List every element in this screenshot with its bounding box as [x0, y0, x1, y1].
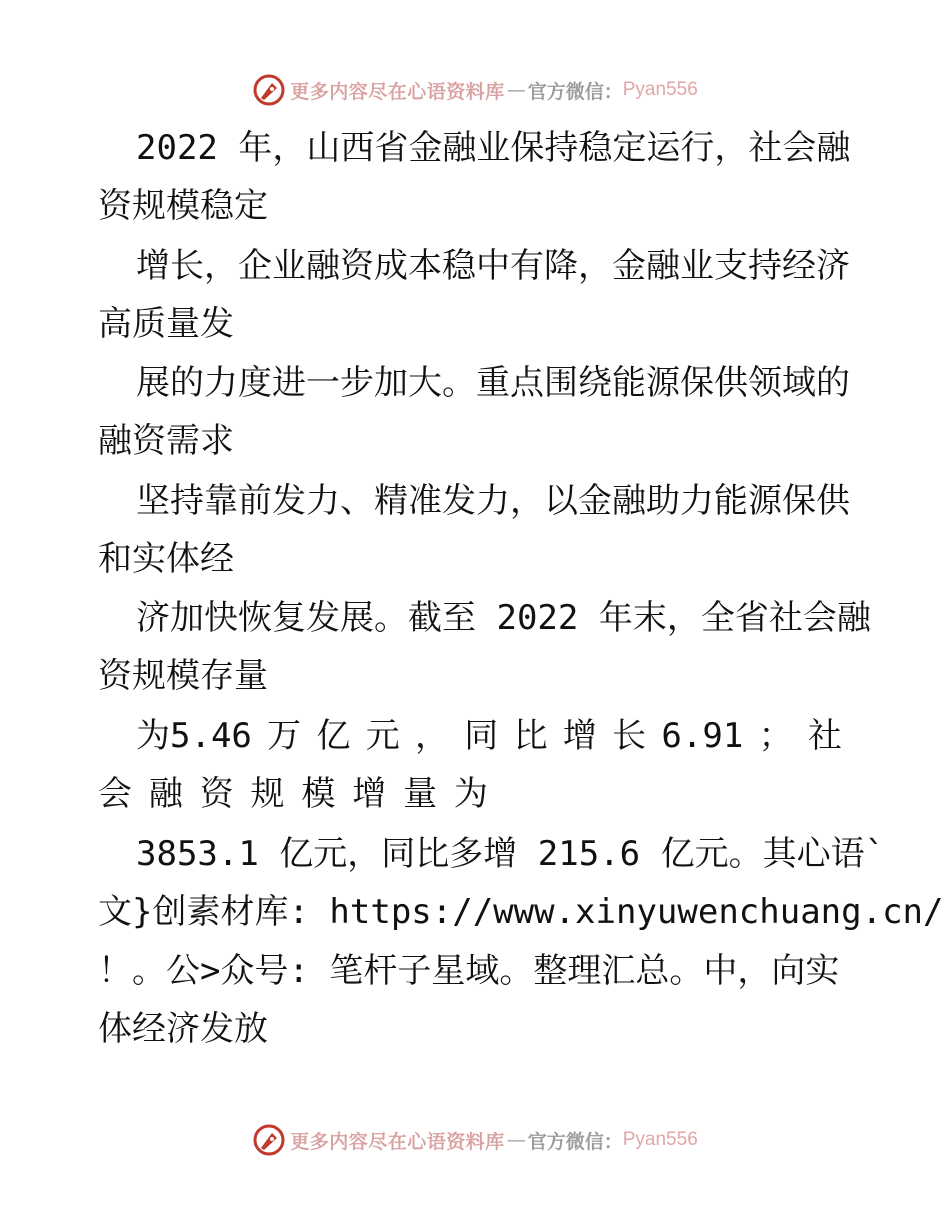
- header-banner: [0, 70, 950, 110]
- footer-wechat-label: 官方微信：: [527, 1130, 623, 1153]
- body-line: 展的力度进一步加大。重点围绕能源保供领域的: [136, 363, 850, 403]
- footer-banner: [0, 1120, 950, 1160]
- body-line: 融资需求: [98, 421, 234, 461]
- pen-nib-circle-icon: [252, 1123, 286, 1157]
- spaced-word: ；: [758, 716, 793, 756]
- spaced-word: 为5.46: [136, 716, 252, 756]
- header-brand-text: 更多内容尽在心语资料库: [290, 80, 505, 103]
- spaced-word: 会: [98, 774, 132, 814]
- footer-brand-text: 更多内容尽在心语资料库: [290, 1130, 505, 1153]
- spaced-word: 亿: [316, 716, 351, 756]
- body-line: 增长，企业融资成本稳中有降，金融业支持经济: [136, 246, 850, 286]
- spaced-word: 增: [562, 716, 597, 756]
- spaced-word: 资: [199, 774, 234, 814]
- spaced-word: 比: [513, 716, 548, 756]
- body-line: 文}创素材库: https://www.xinyuwenchuang.cn/: [98, 892, 944, 932]
- spaced-body-line: [98, 774, 488, 814]
- spaced-word: 社: [807, 716, 842, 756]
- body-line: 资规模稳定: [98, 186, 268, 226]
- header-wechat-id: Pyan556: [622, 79, 698, 100]
- spaced-body-line: [136, 716, 842, 756]
- body-line: 体经济发放: [98, 1009, 268, 1049]
- footer-separator: —: [506, 1129, 526, 1151]
- body-line: ！。公>众号: 笔杆子星域。整理汇总。中，向实: [98, 951, 840, 991]
- spaced-word: 模: [301, 774, 336, 814]
- body-line: 济加快恢复发展。截至 2022 年末，全省社会融: [136, 598, 871, 638]
- spaced-word: 万: [267, 716, 302, 756]
- pen-nib-circle-icon: [252, 73, 286, 107]
- header-wechat-label: 官方微信：: [527, 80, 623, 103]
- footer-wechat-id: Pyan556: [622, 1129, 698, 1150]
- spaced-word: 6.91: [661, 716, 744, 756]
- spaced-word: 长: [612, 716, 647, 756]
- body-line: 高质量发: [98, 304, 234, 344]
- spaced-word: 规: [250, 774, 285, 814]
- body-line: 3853.1 亿元，同比多增 215.6 亿元。其心语`: [136, 834, 886, 874]
- spaced-word: 量: [403, 774, 438, 814]
- body-line: 和实体经: [98, 539, 234, 579]
- header-separator: —: [506, 79, 526, 101]
- spaced-word: 融: [148, 774, 183, 814]
- spaced-word: ，: [415, 716, 450, 756]
- spaced-word: 增: [352, 774, 387, 814]
- spaced-word: 元: [365, 716, 400, 756]
- body-line: 资规模存量: [98, 656, 268, 696]
- body-line: 2022 年，山西省金融业保持稳定运行，社会融: [136, 128, 851, 168]
- spaced-word: 同: [464, 716, 499, 756]
- body-line: 坚持靠前发力、精准发力，以金融助力能源保供: [136, 481, 850, 521]
- spaced-word: 为: [453, 774, 488, 814]
